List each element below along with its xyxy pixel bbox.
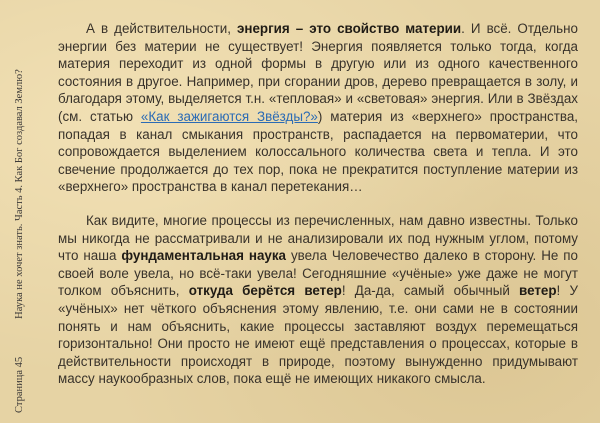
text-run: ! Да-да, самый обычный [341, 283, 520, 299]
text-run: А в действительности, [86, 21, 237, 36]
running-title: Наука не хочет знать. Часть 4. Как Бог создавал Землю? [14, 69, 25, 319]
text-run: ! У «учёных» нет чёткого объяснения этому явлению, т.е. они сами не в состоянии понять и нам объяснить, какие процессы заставляют воздух перемещаться горизонтально! Они просто не имеют ещё представления о процессах, которые в действительности происходят в природе, поэтому вынужденно придумывают массу наукообразных слов, пока ещё не имеющих никакого смысла. [58, 283, 578, 387]
bold-phrase: фундаментальная наука [121, 248, 287, 264]
bold-phrase: ветер [519, 283, 557, 299]
paragraph-2 [58, 212, 578, 388]
text-run: увела Человечество далеко в сторону. Не по своей воле увела, но всё-таки увела! Сегодняшние «учёные» уже даже не могут толком объяснить, [58, 248, 578, 299]
bold-phrase: энергия – это свойство материи [237, 21, 462, 36]
text-run: . И всё. Отдельно энергии без материи не существует! Энергия появляется только тогда, когда материя переходит из одной формы в другую или из одного качественного состояния в другое. Например, при сгорании дров, дерево превращается в золу, и благодаря этому, выделяется т.н. «тепловая» и «световая» энергия. Или в Звёздах (см. статью [58, 21, 578, 124]
paragraph-1 [58, 20, 578, 196]
article-link[interactable]: «Как зажигаются Звёзды?» [140, 108, 318, 124]
bold-phrase: откуда берётся ветер [188, 283, 342, 299]
side-margin [0, 0, 44, 423]
text-run: ) материя из «верхнего» пространства, попадая в канал смыкания пространств, распадается на первоматерии, что сопровождается выделением колоссального количества света и тепла. И это свечение продолжается до тех пор, пока не прекратится поступление материи из «верхнего» пространства в канал перетекания… [58, 108, 578, 195]
text-run: Как видите, многие процессы из перечисленных, нам давно известны. Только мы никогда не рассматривали и не анализировали их под нужным углом, потому что наша [58, 212, 578, 264]
page-number: Страница 45 [14, 356, 25, 413]
running-header [14, 23, 25, 413]
article-body [58, 20, 578, 388]
